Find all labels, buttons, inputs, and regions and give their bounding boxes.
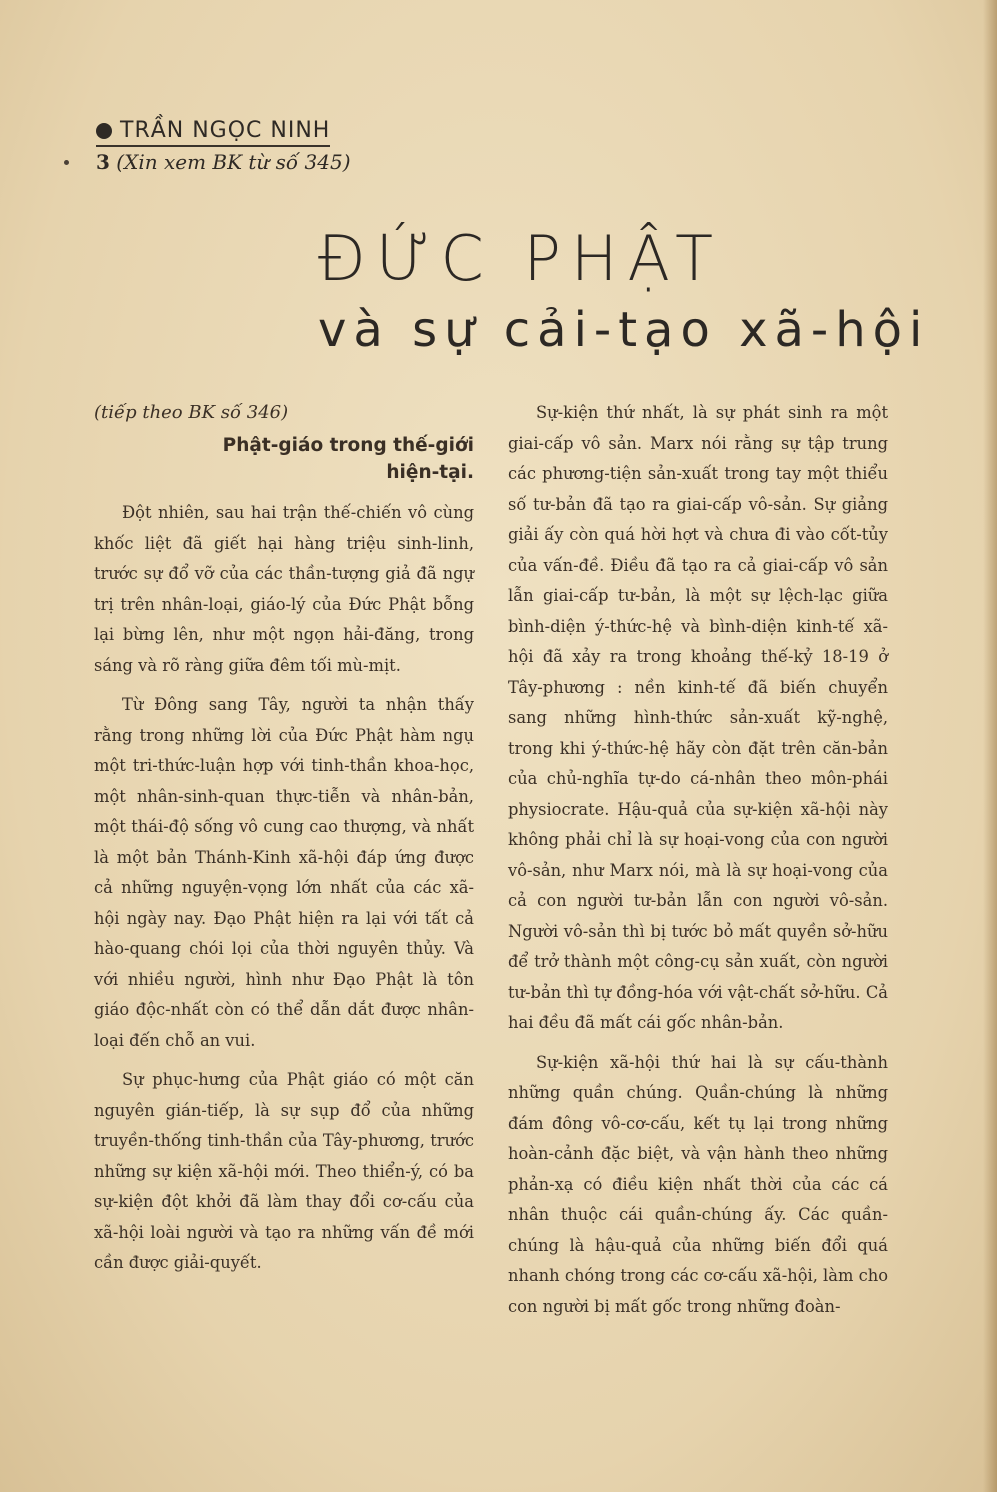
left-column <box>94 398 474 1279</box>
paragraph: Từ Đông sang Tây, người ta nhận thấy rằng trong những lời của Đức Phật hàm ngụ một tri-thức-luận hợp với tinh-thần khoa-học, một nhân-sinh-quan thực-tiễn và nhân-bản, một thái-độ sống vô cung cao thượng, và nhất là một bản Thánh-Kinh xã-hội đáp ứng được cả những nguyện-vọng lớn nhất của các xã-hội ngày nay. Đạo Phật hiện ra lại với tất cả hào-quang chói lọi của thời nguyên thủy. Và với nhiều người, hình như Đạo Phật là tôn giáo độc-nhất còn có thể dẫn dắt được nhân-loại đến chỗ an vui. <box>94 695 474 1050</box>
section-subheading: Phật-giáo trong thế-giới hiện-tại. <box>222 435 474 483</box>
article-title-line1: ĐỨC PHẬT <box>318 222 724 295</box>
author-byline <box>96 118 330 147</box>
margin-dot <box>64 160 69 165</box>
issue-number: 3 <box>96 150 110 174</box>
article-title-line2: và sự cải-tạo xã-hội <box>318 302 930 358</box>
author-name: TRẦN NGỌC NINH <box>120 118 331 143</box>
paragraph: Đột nhiên, sau hai trận thế-chiến vô cùng khốc liệt đã giết hại hàng triệu sinh-linh, trước sự đổ vỡ của các thần-tượng giả đã ngự trị trên nhân-loại, giáo-lý của Đức Phật bỗng lại bừng lên, như một ngọn hải-đăng, trong sáng và rõ ràng giữa đêm tối mù-mịt. <box>94 503 474 675</box>
paragraph: Sự-kiện thứ nhất, là sự phát sinh ra một giai-cấp vô sản. Marx nói rằng sự tập trung các phương-tiện sản-xuất trong tay một thiểu số tư-bản đã tạo ra giai-cấp vô-sản. Sự giảng giải ấy còn quá hời hợt và chưa đi vào cốt-tủy của vấn-đề. Điều đã tạo ra cả giai-cấp vô sản lẫn giai-cấp tư-bản, là một sự lệch-lạc giữa bình-diện ý-thức-hệ và bình-diện kinh-tế xã-hội đã xảy ra trong khoảng thế-kỷ 18-19 ở Tây-phương : nền kinh-tế đã biến chuyển sang những hình-thức sản-xuất kỹ-nghệ, trong khi ý-thức-hệ hãy còn đặt trên căn-bản của chủ-nghĩa tự-do cá-nhân theo môn-phái physiocrate. Hậu-quả của sự-kiện xã-hội này không phải chỉ là sự hoại-vong của con người vô-sản, như Marx nói, mà là sự hoại-vong của cả con người tư-bản lẫn con người vô-sản. Người vô-sản thì bị tước bỏ mất quyền sở-hữu để trở thành một công-cụ sản xuất, còn người tư-bản thì tự đồng-hóa với vật-chất sở-hữu. Cả hai đều đã mất cái gốc nhân-bản. <box>508 403 888 1032</box>
page-edge-shadow <box>983 0 997 1492</box>
paragraph: Sự phục-hưng của Phật giáo có một căn nguyên gián-tiếp, là sự sụp đổ của những truyền-thống tinh-thần của Tây-phương, trước những sự kiện xã-hội mới. Theo thiển-ý, có ba sự-kiện đột khởi đã làm thay đổi cơ-cấu của xã-hội loài người và tạo ra những vấn đề mới cần được giải-quyết. <box>94 1070 474 1272</box>
right-column <box>508 398 888 1322</box>
issue-ref-text: (Xin xem BK từ số 345) <box>116 150 351 174</box>
continuation-note: (tiếp theo BK số 346) <box>94 402 289 423</box>
issue-reference <box>96 150 351 174</box>
bullet-icon <box>96 123 112 139</box>
paragraph: Sự-kiện xã-hội thứ hai là sự cấu-thành những quần chúng. Quần-chúng là những đám đông vô-cơ-cấu, kết tụ lại trong những hoàn-cảnh đặc biệt, và vận hành theo những phản-xạ có điều kiện nhất thời của các cá nhân thuộc cái quần-chúng ấy. Các quần-chúng là hậu-quả của những biến đổi quá nhanh chóng trong các cơ-cấu xã-hội, làm cho con người bị mất gốc trong những đoàn- <box>508 1052 888 1316</box>
